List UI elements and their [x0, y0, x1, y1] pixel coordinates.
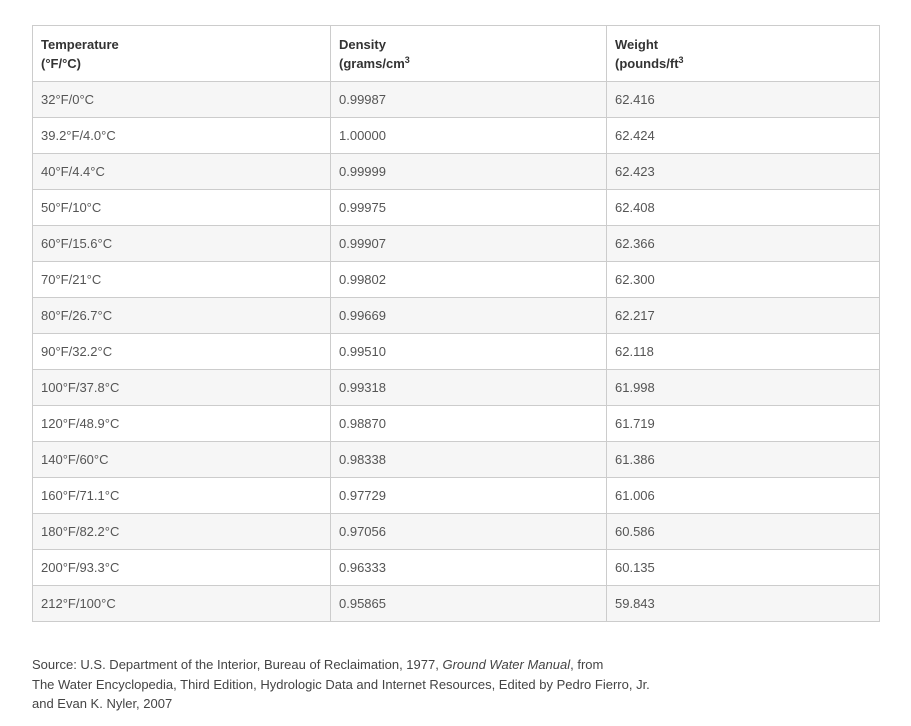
- weight-cell: 61.006: [607, 478, 880, 514]
- table-row: [33, 190, 880, 226]
- table-row: [33, 334, 880, 370]
- weight-cell: 59.843: [607, 586, 880, 622]
- table-row: [33, 406, 880, 442]
- weight-cell: 61.719: [607, 406, 880, 442]
- temperature-cell: 180°F/82.2°C: [33, 514, 331, 550]
- temperature-cell: 60°F/15.6°C: [33, 226, 331, 262]
- weight-cell: 62.217: [607, 298, 880, 334]
- density-cell: 0.98870: [331, 406, 607, 442]
- header-density: [331, 26, 607, 82]
- density-cell: 0.99802: [331, 262, 607, 298]
- density-cell: 0.99975: [331, 190, 607, 226]
- table-row: [33, 298, 880, 334]
- source-line-2: The Water Encyclopedia, Third Edition, Hydrologic Data and Internet Resources, Edited by Pedro Fierro, Jr.: [32, 676, 650, 692]
- density-cell: 0.99669: [331, 298, 607, 334]
- density-cell: 0.97729: [331, 478, 607, 514]
- density-cell: 0.99999: [331, 154, 607, 190]
- table-row: [33, 226, 880, 262]
- header-density-title: Density: [339, 37, 386, 52]
- header-weight-unit: ($pounds/ft^3$: [615, 55, 684, 71]
- temperature-cell: 200°F/93.3°C: [33, 550, 331, 586]
- source-citation: [32, 655, 732, 714]
- weight-cell: 62.423: [607, 154, 880, 190]
- density-cell: 0.95865: [331, 586, 607, 622]
- table-row: [33, 82, 880, 118]
- table-row: [33, 442, 880, 478]
- temperature-cell: 160°F/71.1°C: [33, 478, 331, 514]
- density-cell: 0.99907: [331, 226, 607, 262]
- table-row: [33, 586, 880, 622]
- temperature-cell: 120°F/48.9°C: [33, 406, 331, 442]
- table-row: [33, 514, 880, 550]
- weight-cell: 62.366: [607, 226, 880, 262]
- weight-cell: 60.586: [607, 514, 880, 550]
- header-weight-title: Weight: [615, 37, 659, 52]
- temperature-cell: 39.2°F/4.0°C: [33, 118, 331, 154]
- density-cell: 0.97056: [331, 514, 607, 550]
- weight-cell: 60.135: [607, 550, 880, 586]
- header-temperature-unit: (°F/°C): [41, 56, 81, 71]
- source-line-3: and Evan K. Nyler, 2007: [32, 696, 173, 711]
- weight-cell: 62.300: [607, 262, 880, 298]
- weight-cell: 62.408: [607, 190, 880, 226]
- header-weight: [607, 26, 880, 82]
- source-after-title: , from: [570, 657, 604, 672]
- temperature-cell: 80°F/26.7°C: [33, 298, 331, 334]
- weight-cell: 61.386: [607, 442, 880, 478]
- temperature-cell: 140°F/60°C: [33, 442, 331, 478]
- temperature-cell: 40°F/4.4°C: [33, 154, 331, 190]
- density-cell: 0.96333: [331, 550, 607, 586]
- table-body: [33, 82, 880, 622]
- temperature-cell: 100°F/37.8°C: [33, 370, 331, 406]
- density-cell: 0.99987: [331, 82, 607, 118]
- temperature-cell: 50°F/10°C: [33, 190, 331, 226]
- header-density-unit: ($grams/cm^3$: [339, 55, 410, 71]
- table-row: [33, 154, 880, 190]
- source-prefix: Source: U.S. Department of the Interior, Bureau of Reclaimation, 1977,: [32, 657, 443, 672]
- table-header-row: [33, 26, 880, 82]
- density-cell: 0.99510: [331, 334, 607, 370]
- density-cell: 0.98338: [331, 442, 607, 478]
- weight-cell: 62.416: [607, 82, 880, 118]
- table-row: [33, 370, 880, 406]
- temperature-cell: 32°F/0°C: [33, 82, 331, 118]
- temperature-cell: 70°F/21°C: [33, 262, 331, 298]
- weight-cell: 62.424: [607, 118, 880, 154]
- density-table-container: [32, 25, 879, 622]
- table-row: [33, 262, 880, 298]
- table-row: [33, 478, 880, 514]
- temperature-cell: 212°F/100°C: [33, 586, 331, 622]
- density-cell: 0.99318: [331, 370, 607, 406]
- water-density-table: [32, 25, 880, 622]
- temperature-cell: 90°F/32.2°C: [33, 334, 331, 370]
- table-row: [33, 550, 880, 586]
- density-cell: 1.00000: [331, 118, 607, 154]
- source-title: Ground Water Manual: [442, 657, 571, 672]
- header-temperature: [33, 26, 331, 82]
- table-row: [33, 118, 880, 154]
- weight-cell: 61.998: [607, 370, 880, 406]
- weight-cell: 62.118: [607, 334, 880, 370]
- header-temperature-title: Temperature: [41, 37, 119, 52]
